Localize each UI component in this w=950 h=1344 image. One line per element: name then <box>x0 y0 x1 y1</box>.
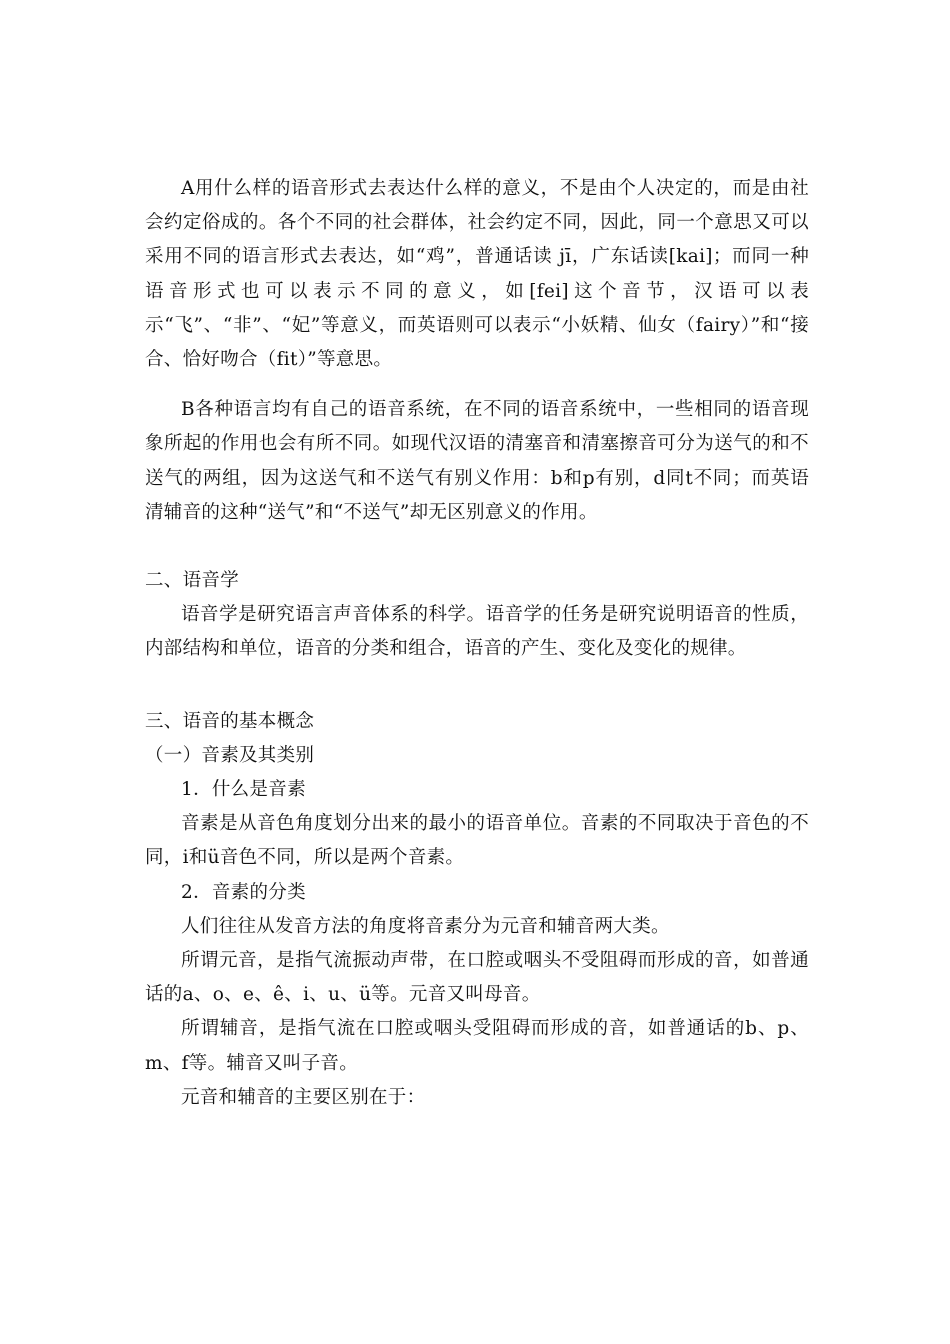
item-heading-what-is-phoneme: 1．什么是音素 <box>181 779 306 801</box>
paragraph-b: B各种语言均有自己的语音系统，在不同的语音系统中，一些相同的语音现象所起的作用也会有所不同。如现代汉语的清塞音和清塞擦音可分为送气的和不送气的两组，因为这送气和不送气有别义作用：b和p有别，d同t不同；而英语清辅音的这种“送气”和“不送气”却无区别意义的作用。 <box>145 399 809 523</box>
paragraph-vowel: 所谓元音，是指气流振动声带，在口腔或咽头不受阻碍而形成的音，如普通话的a、o、e、ê、i、u、ü等。元音又叫母音。 <box>145 950 809 1006</box>
paragraph-consonant: 所谓辅音，是指气流在口腔或咽头受阻碍而形成的音，如普通话的b、p、m、f等。辅音又叫子音。 <box>145 1018 809 1074</box>
paragraph-phonetics: 语音学是研究语言声音体系的科学。语音学的任务是研究说明语音的性质，内部结构和单位，语音的分类和组合，语音的产生、变化及变化的规律。 <box>145 604 809 660</box>
section-heading-basic-concepts: 三、语音的基本概念 <box>145 710 315 732</box>
section-heading-phonetics: 二、语音学 <box>145 570 240 592</box>
paragraph-classes: 人们往往从发音方法的角度将音素分为元音和辅音两大类。 <box>181 915 670 937</box>
paragraph-phoneme: 音素是从音色角度划分出来的最小的语音单位。音素的不同取决于音色的不同，i和ü音色不同，所以是两个音素。 <box>145 813 809 869</box>
subsection-heading-phoneme: （一）音素及其类别 <box>145 744 315 766</box>
paragraph-difference: 元音和辅音的主要区别在于： <box>181 1086 426 1108</box>
document-body <box>145 172 809 1115</box>
paragraph-a: A用什么样的语音形式去表达什么样的意义，不是由个人决定的，而是由社会约定俗成的。各个不同的社会群体，社会约定不同，因此，同一个意思又可以采用不同的语言形式去表达，如“鸡”，普通话读 jī，广东话读[kai]；而同一种语音形式也可以表示不同的意义，如[fei]这个音节，汉语可以表示“飞”、“非”、“妃”等意义，而英语则可以表示“小妖精、仙女（fairy）”和“接合、恰好吻合（fit）”等意思。 <box>145 178 809 371</box>
item-heading-phoneme-classes: 2．音素的分类 <box>181 881 306 903</box>
